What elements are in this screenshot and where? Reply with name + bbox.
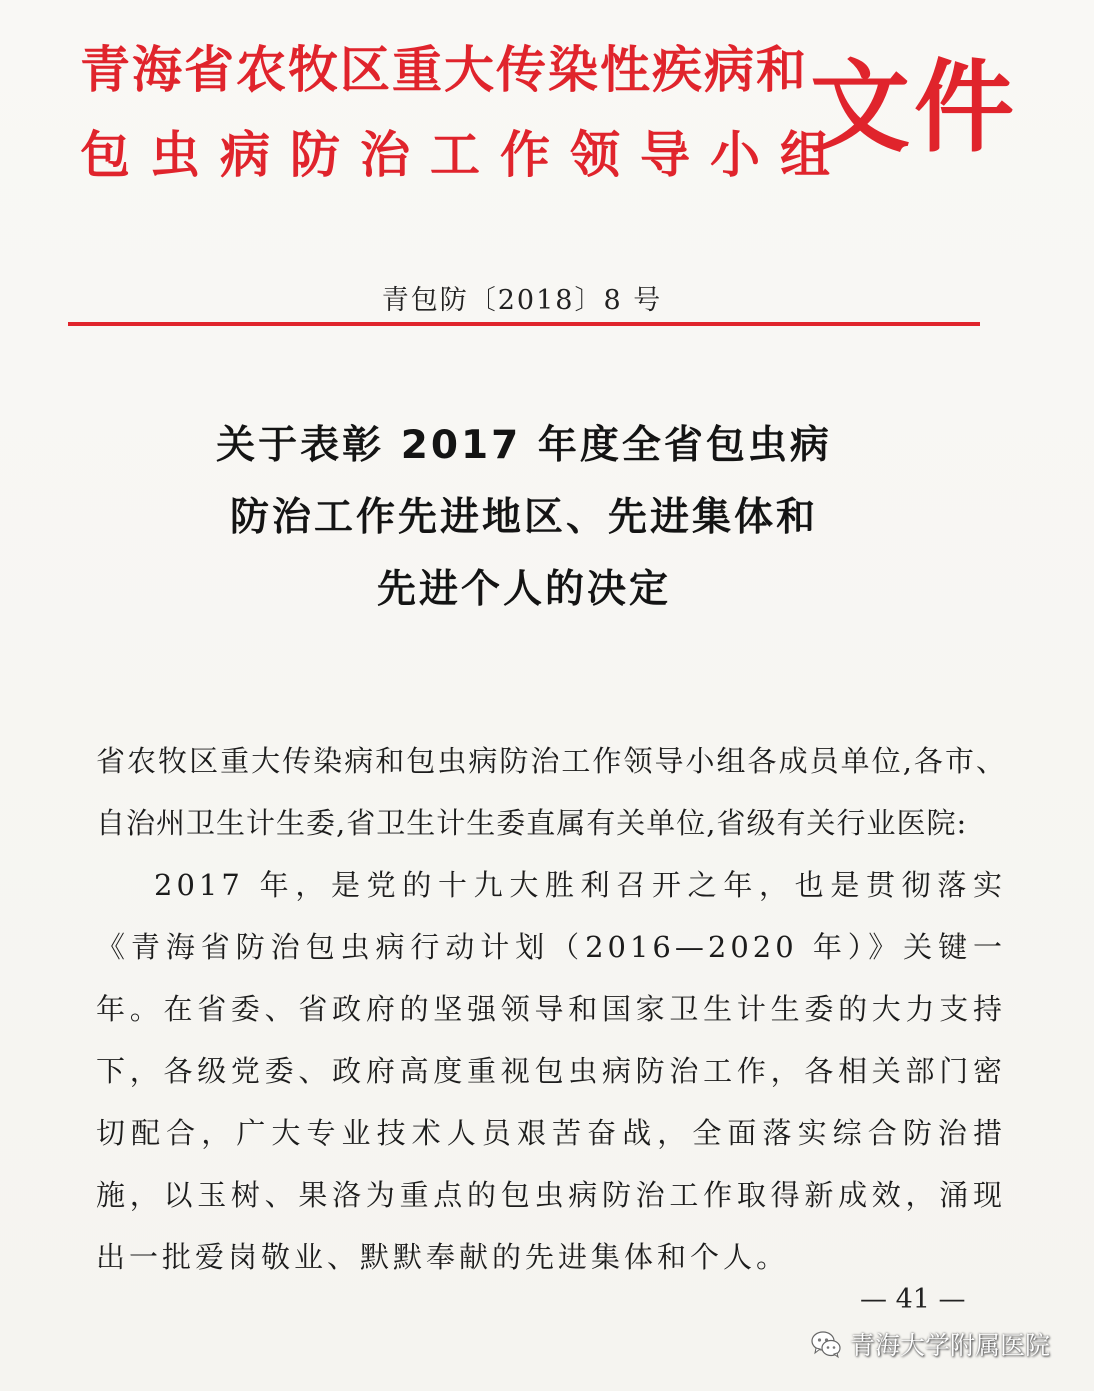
masthead [80, 30, 1018, 200]
watermark-text: 青海大学附属医院 [850, 1331, 1051, 1360]
org-name-line-1: 青海省农牧区重大传染性疾病和 [80, 41, 808, 99]
title-line-1: 关于表彰 2017 年度全省包虫病 [216, 423, 832, 468]
watermark [810, 1324, 1050, 1364]
document-number: 青包防〔2018〕8 号 [381, 285, 663, 316]
red-divider-line [68, 322, 980, 326]
body-paragraph-1: 2017 年，是党的十九大胜利召开之年，也是贯彻落实《青海省防治包虫病行动计划（2016—2020 年）》关键一年。在省委、省政府的坚强领导和国家卫生计生委的大力支持下，各级党委、政府高度重视包虫病防治工作，各相关部门密切配合，广大专业技术人员艰苦奋战，全面落实综合防治措施，以玉树、果洛为重点的包虫病防治工作取得新成效，涌现出一批爱岗敬业、默默奉献的先进集体和个人。 [96, 868, 1006, 1274]
wechat-icon [810, 1328, 842, 1360]
document-title [0, 410, 1094, 626]
title-line-3: 先进个人的决定 [376, 567, 671, 612]
document-word: 文件 [810, 49, 1018, 166]
addressee-paragraph: 省农牧区重大传染病和包虫病防治工作领导小组各成员单位,各市、自治州卫生计生委,省卫生计生委直属有关单位,省级有关行业医院: [96, 744, 1006, 840]
title-line-2: 防治工作先进地区、先进集体和 [229, 495, 818, 540]
org-name-line-2: 包虫病防治工作领导小组 [80, 126, 850, 184]
page-number: — 41 — [860, 1284, 966, 1315]
document-body [96, 730, 1006, 1288]
